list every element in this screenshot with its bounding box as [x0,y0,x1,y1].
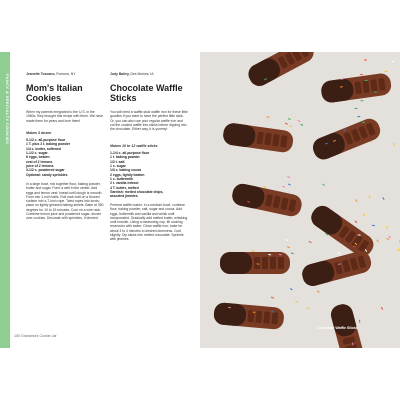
waffle-stick [200,282,400,348]
recipe-method: In a large bowl, mix together flour, baking powder, butter and sugar. Form a well in the center. Add eggs and lemon zest; knead until dough is smooth. Form into 1-inch balls. Roll each ball on a floured surface into a 7-inch rope. Twist ropes into knots; place on lightly greased baking sheets. Bake at 350 degrees for 10 to 15 minutes. Cool on a wire rack. Combine lemon juice and powdered sugar; drizzle over cookies. Decorate with sprinkles, if desired. [26,182,104,221]
ingredient-list [110,151,188,199]
ingredient-item: Optional: candy sprinkles [26,172,68,177]
ingredient-item: 1-1/2 c. sugar [26,151,48,156]
ingredient-item: assorted jimmies [110,194,138,199]
waffle-stick [317,52,400,348]
contributor-line [26,72,76,76]
ingredient-item: 1 c. sugar [110,164,126,169]
book-spread [0,52,400,348]
contributor-name: Judy Bailey, [110,72,130,76]
ingredient-item: 4 T. butter, melted [110,185,139,190]
contributor-location: Pomona, NY [56,72,76,76]
ingredient-item: 2 eggs, lightly beaten [110,172,145,177]
ingredient-item: 6 eggs, beaten [26,155,50,160]
recipe-title: Chocolate Waffle Sticks [110,83,183,103]
recipe-yield: Makes 3 dozen [26,131,52,135]
ingredient-item: 1 T. plus 2 t. baking powder [26,142,71,147]
recipe-intro: You will need a waffle-stick waffle iron for these little goodies if you want to have the perfect little stick. Or, you can also use your regular waffle iron and cut the cooked waffle into sticks before dipping into the chocolate. Either way, it is yummy! [110,110,188,132]
ingredient-item: juice of 2 lemons [26,164,54,169]
ingredient-item: 1 t. baking powder [110,155,140,160]
page-footer: 100 Grandma's Cookie Jar [14,334,57,338]
contributor-name: Jeanette Toscano, [26,72,56,76]
ingredient-item: zest of 2 lemons [26,159,53,164]
ingredient-item: 1 c. buttermilk [110,177,133,182]
ingredient-item: 3-1/2 c. powdered sugar [26,168,65,173]
contributor-location: Des Moines, IA [130,72,154,76]
recipe-intro: When my parents emigrated to the U.S. in the 1960s, they brought this recipe with them. We have made them for years and love them! [26,110,104,123]
ingredient-item: 1/3 c. baking cocoa [110,168,142,173]
ingredient-list [26,138,104,177]
ingredient-item: 1/4 c. butter, softened [26,146,61,151]
recipe-photo [200,52,400,348]
section-label: FANCY & SPECIALTY COOKIES [5,74,10,145]
recipe-method: Preheat waffle maker. In a medium bowl, combine flour, baking powder, salt, sugar and cocoa. Add eggs, buttermilk and vanilla and whisk until incorporated. Gradually add melted butter, whisking until smooth. Using a measuring cup, fill cooking reservoirs with batter. Close waffle iron; bake for about 3 to 4 minutes to desired doneness. Cool slightly. Dip sticks into melted chocolate. Sprinkle with jimmies. [110,203,188,242]
recipe-title: Mom's Italian Cookies [26,83,83,103]
waffle-stick [220,233,400,348]
ingredient-item: 5-1/2 c. all-purpose flour [26,138,66,142]
ingredient-item: 1-1/4 c. all-purpose flour [110,151,150,155]
ingredient-item: 1/2 t. salt [110,159,125,164]
recipe-yield: Makes 10 to 12 waffle sticks [110,144,158,148]
ingredient-item: Garnish: melted chocolate chips, [110,190,164,195]
waffle-sticks-illustration [200,52,400,348]
contributor-line [110,72,154,76]
ingredient-item: 2 t. vanilla extract [110,181,139,186]
section-sidebar [0,52,10,348]
photo-caption: Chocolate Waffle Sticks [317,326,358,330]
